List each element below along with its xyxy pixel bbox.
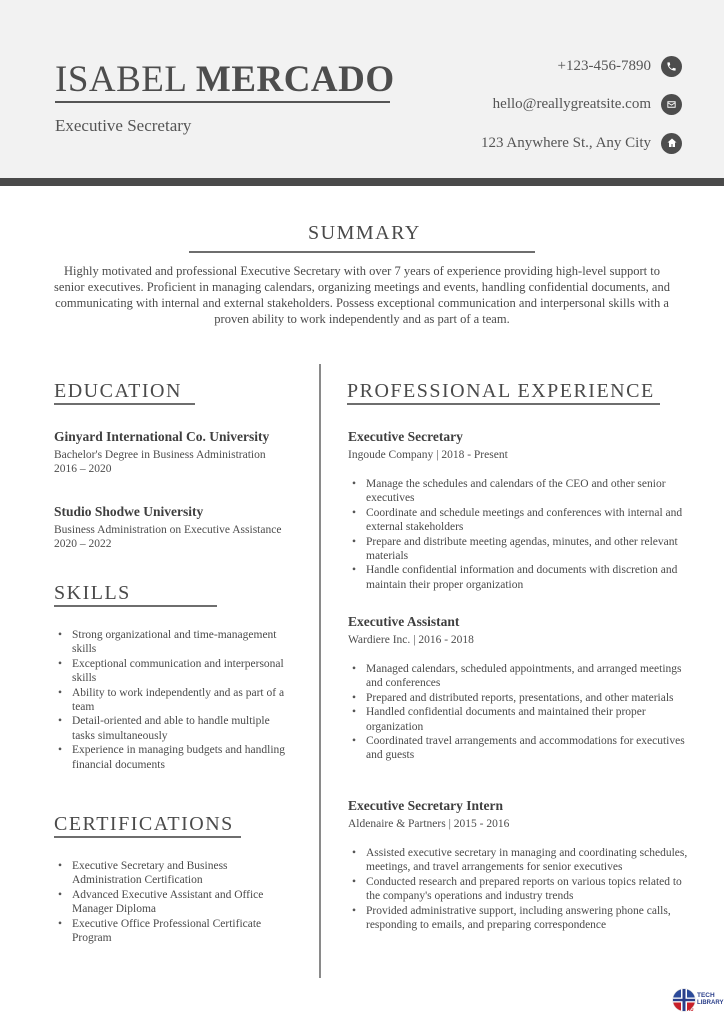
experience-rule — [347, 403, 660, 405]
list-item: • Assisted executive secretary in managing and coordinating schedules, meetings, and travel arrangements for senior executives — [348, 846, 693, 875]
job-company: Ingoude Company | 2018 - Present — [348, 449, 508, 461]
job-bullets — [348, 846, 693, 932]
education-heading: EDUCATION — [54, 380, 182, 402]
list-item: • Provided administrative support, including answering phone calls, responding to emails, and preparing correspondence — [348, 904, 693, 933]
list-item: • Manage the schedules and calendars of the CEO and other senior executives — [348, 477, 693, 506]
contact-phone — [558, 54, 682, 78]
education-years: 2020 – 2022 — [54, 538, 112, 550]
job-bullets — [348, 662, 693, 763]
last-name: MERCADO — [195, 59, 395, 100]
list-item: • Experience in managing budgets and handling financial documents — [54, 743, 294, 772]
skills-rule — [54, 605, 217, 607]
certifications-heading: CERTIFICATIONS — [54, 813, 234, 835]
logo-line1: TECH — [697, 992, 715, 999]
list-item: • Coordinate and schedule meetings and conferences with internal and external stakeholders — [348, 506, 693, 535]
logo-line2: LIBRARY — [697, 1000, 724, 1006]
list-item: • Strong organizational and time-management skills — [54, 628, 294, 657]
education-school: Ginyard International Co. University — [54, 429, 270, 444]
address-text: 123 Anywhere St., Any City — [480, 134, 651, 151]
full-name — [55, 58, 395, 101]
contact-email — [493, 92, 682, 116]
phone-icon — [661, 56, 682, 77]
skills-list — [54, 628, 294, 772]
list-item: • Exceptional communication and interpersonal skills — [54, 657, 294, 686]
list-item: • Prepare and distribute meeting agendas, minutes, and other relevant materials — [348, 535, 693, 564]
list-item: • Executive Office Professional Certificate Program — [54, 917, 294, 946]
list-item: • Handle confidential information and documents with discretion and maintain their proper organization — [348, 563, 693, 592]
contact-address — [481, 131, 682, 155]
skills-heading: SKILLS — [54, 582, 131, 604]
header-accent-bar — [0, 178, 724, 186]
phone-text: +123-456-7890 — [557, 57, 651, 74]
job-company: Aldenaire & Partners | 2015 - 2016 — [348, 818, 510, 830]
education-degree: Bachelor's Degree in Business Administration — [54, 449, 266, 461]
list-item: • Prepared and distributed reports, presentations, and other materials — [348, 691, 693, 705]
first-name: ISABEL — [55, 59, 187, 100]
name-underline — [55, 101, 390, 103]
job-bullets — [348, 477, 693, 592]
education-school: Studio Shodwe University — [54, 504, 204, 519]
certifications-rule — [54, 836, 241, 838]
tech-library-logo — [672, 986, 724, 1014]
list-item: • Detail-oriented and able to handle multiple tasks simultaneously — [54, 714, 294, 743]
certifications-list — [54, 859, 294, 945]
education-rule — [54, 403, 195, 405]
list-item: • Advanced Executive Assistant and Office Manager Diploma — [54, 888, 294, 917]
list-item: • Managed calendars, scheduled appointments, and arranged meetings and conferences — [348, 662, 693, 691]
experience-heading: PROFESSIONAL EXPERIENCE — [347, 380, 655, 402]
job-title: Executive Assistant — [348, 614, 460, 629]
column-divider — [319, 364, 321, 978]
home-icon — [661, 133, 682, 154]
list-item: • Coordinated travel arrangements and accommodations for executives and guests — [348, 734, 693, 763]
email-text: hello@reallygreatsite.com — [492, 95, 651, 112]
job-company: Wardiere Inc. | 2016 - 2018 — [348, 634, 474, 646]
job-title: Executive Secretary Intern — [348, 798, 503, 813]
job-role: Executive Secretary — [55, 116, 192, 135]
summary-text: Highly motivated and professional Executive Secretary with over 7 years of experience providing high-level support to senior executives. Proficient in managing calendars, organizing meetings and events, handling confidential documents, and communicating with internal and external stakeholders. Possess exceptional communication and interpersonal skills with a proven ability to work independently and as part of a team. — [54, 264, 670, 326]
list-item: • Ability to work independently and as part of a team — [54, 686, 294, 715]
list-item: • Executive Secretary and Business Administration Certification — [54, 859, 294, 888]
logo-badge: HU — [687, 1007, 694, 1012]
education-years: 2016 – 2020 — [54, 463, 112, 475]
summary-heading: SUMMARY — [308, 222, 421, 244]
list-item: • Conducted research and prepared reports on various topics related to the company's operations and industry trends — [348, 875, 693, 904]
summary-rule — [189, 251, 535, 253]
education-degree: Business Administration on Executive Assistance — [54, 524, 282, 536]
job-title: Executive Secretary — [348, 429, 463, 444]
email-icon — [661, 94, 682, 115]
list-item: • Handled confidential documents and maintained their proper organization — [348, 705, 693, 734]
